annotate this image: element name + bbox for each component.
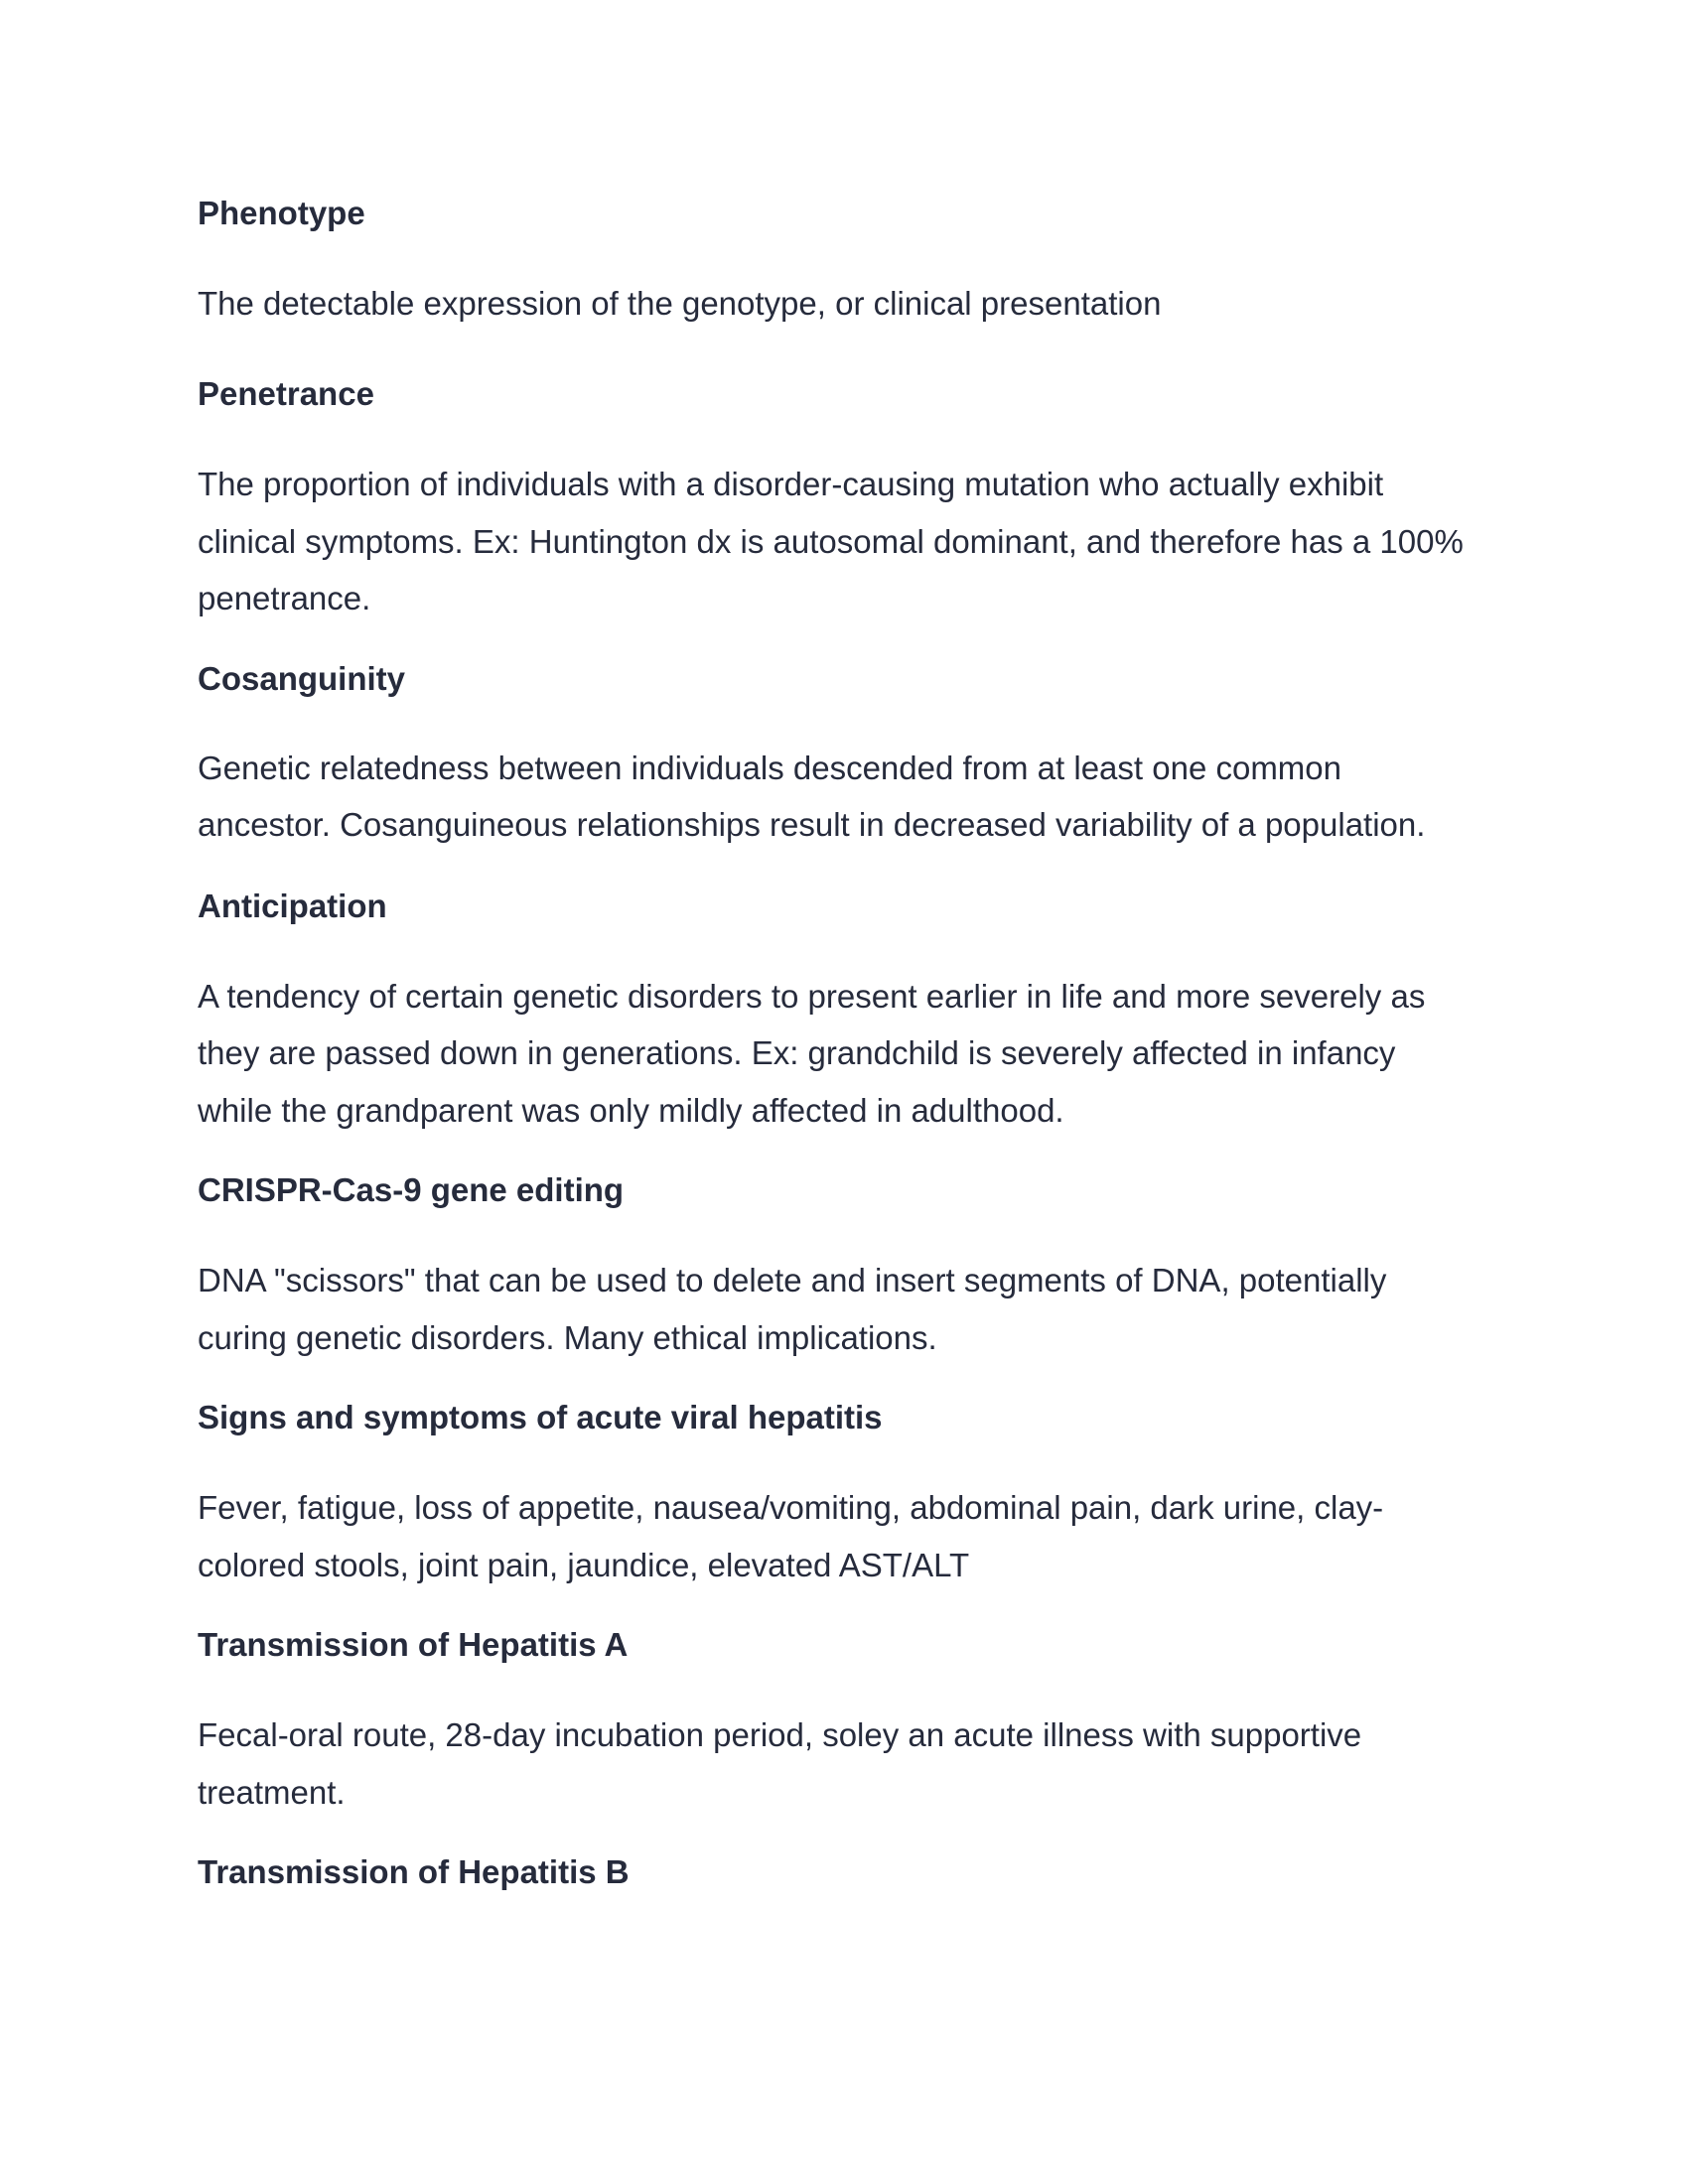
definition-line: while the grandparent was only mildly affected in adulthood. [198, 1091, 1064, 1129]
term-heading: Transmission of Hepatitis A [198, 1626, 629, 1663]
definition-line: they are passed down in generations. Ex: grandchild is severely affected in infancy [198, 1034, 1396, 1071]
definition-line: clinical symptoms. Ex: Huntington dx is autosomal dominant, and therefore has a 100% [198, 522, 1464, 560]
term-heading: Anticipation [198, 887, 387, 924]
definition-line: Genetic relatedness between individuals descended from at least one common [198, 749, 1342, 786]
entry-crispr [198, 1170, 1488, 1366]
entry-hepatitis-a [198, 1625, 1488, 1821]
definition-line: colored stools, joint pain, jaundice, elevated AST/ALT [198, 1546, 970, 1583]
term-heading: Penetrance [198, 375, 374, 412]
definition-line: The proportion of individuals with a disorder-causing mutation who actually exhibit [198, 466, 1384, 502]
definition-line: curing genetic disorders. Many ethical implications. [198, 1318, 937, 1356]
entry-phenotype [198, 194, 1488, 324]
definition-line: A tendency of certain genetic disorders to present earlier in life and more severely as [198, 977, 1426, 1015]
definition-line: Fever, fatigue, loss of appetite, nausea/vomiting, abdominal pain, dark urine, clay- [198, 1489, 1384, 1526]
term-heading: Transmission of Hepatitis B [198, 1853, 630, 1890]
entry-hepatitis-b [198, 1852, 1488, 1892]
entry-penetrance [198, 374, 1488, 627]
term-heading: Signs and symptoms of acute viral hepatitis [198, 1399, 883, 1435]
term-heading: Cosanguinity [198, 659, 406, 697]
document-page [198, 194, 1488, 1892]
term-heading: Phenotype [198, 195, 365, 231]
entry-cosanguinity [198, 659, 1488, 854]
definition-line: ancestor. Cosanguineous relationships result in decreased variability of a population. [198, 806, 1426, 843]
term-heading: CRISPR-Cas-9 gene editing [198, 1171, 625, 1208]
definition-line: DNA "scissors" that can be used to delete and insert segments of DNA, potentially [198, 1262, 1387, 1298]
entry-hepatitis-symptoms [198, 1398, 1488, 1593]
definition-line: treatment. [198, 1773, 346, 1811]
definition-line: penetrance. [198, 580, 371, 616]
entry-anticipation [198, 887, 1488, 1140]
definition-line: The detectable expression of the genotype, or clinical presentation [198, 285, 1162, 322]
definition-line: Fecal-oral route, 28-day incubation period, soley an acute illness with supportive [198, 1716, 1362, 1753]
